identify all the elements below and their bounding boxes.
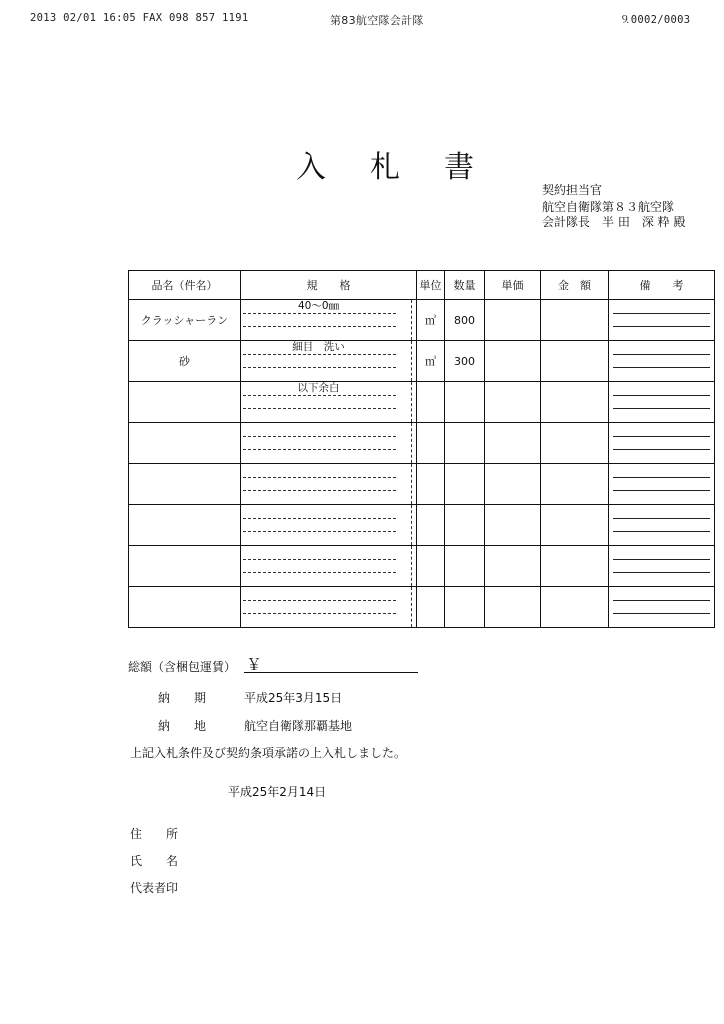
- qty-value: [445, 587, 484, 627]
- total-amount-line: [244, 672, 418, 673]
- table-row: [129, 382, 715, 423]
- qty-value: [445, 505, 484, 545]
- total-label: 総額（含梱包運賃）: [128, 660, 237, 674]
- delivery-place-value: 航空自衛隊那覇基地: [244, 719, 353, 733]
- addressee-line3: 会計隊長 半 田 深 粋 殿: [542, 215, 686, 229]
- qty-cell: [445, 505, 485, 546]
- amount-cell: [541, 341, 609, 382]
- unit-price-cell: [485, 382, 541, 423]
- header-spec: 規 格: [241, 271, 417, 300]
- qty-cell: [445, 464, 485, 505]
- remarks-cell: [609, 341, 715, 382]
- unit-cell: [417, 505, 445, 546]
- fax-header-page: ⒐0002/0003: [620, 14, 691, 26]
- unit-cell: [417, 382, 445, 423]
- unit-value: [417, 423, 444, 463]
- document-title: 入札書: [296, 150, 518, 185]
- amount-cell: [541, 587, 609, 628]
- unit-cell: [417, 423, 445, 464]
- table-row: [129, 464, 715, 505]
- qty-cell: [445, 341, 485, 382]
- remarks-cell: [609, 300, 715, 341]
- item-name: [129, 546, 240, 586]
- spec-cell: [241, 382, 417, 423]
- item-name: [129, 505, 240, 545]
- amount-cell: [541, 505, 609, 546]
- item-cell: [129, 587, 241, 628]
- spec-cell: [241, 341, 417, 382]
- spec-cell: [241, 505, 417, 546]
- unit-value: [417, 464, 444, 504]
- unit-value: ㎥: [425, 314, 436, 327]
- spec-text: 以下余白: [297, 382, 340, 394]
- unit-value: [417, 382, 444, 422]
- remarks-cell: [609, 464, 715, 505]
- unit-value: [417, 546, 444, 586]
- unit-price-cell: [485, 300, 541, 341]
- spec-text: 細目 洗い: [292, 341, 345, 353]
- remarks-cell: [609, 505, 715, 546]
- table-header-row: [129, 271, 715, 300]
- delivery-date-label: 納 期: [158, 691, 207, 705]
- qty-value: 300: [454, 354, 475, 368]
- unit-cell: [417, 341, 445, 382]
- header-amount: 金 額: [541, 271, 609, 300]
- representative-seal-label: 代表者印: [130, 881, 179, 895]
- item-name: [129, 423, 240, 463]
- item-name: [129, 382, 240, 422]
- table-row: [129, 546, 715, 587]
- unit-cell: [417, 464, 445, 505]
- spec-cell: [241, 300, 417, 341]
- amount-cell: [541, 423, 609, 464]
- spec-cell: [241, 587, 417, 628]
- name-label: 氏 名: [130, 854, 179, 868]
- spec-cell: [241, 423, 417, 464]
- qty-cell: [445, 587, 485, 628]
- item-cell: [129, 341, 241, 382]
- unit-price-cell: [485, 505, 541, 546]
- address-label: 住 所: [130, 827, 179, 841]
- spec-text: 40～0㎜: [297, 300, 340, 312]
- header-remarks: 備 考: [609, 271, 715, 300]
- item-cell: [129, 505, 241, 546]
- qty-cell: [445, 546, 485, 587]
- qty-value: [445, 423, 484, 463]
- item-name: [129, 587, 240, 627]
- amount-cell: [541, 546, 609, 587]
- header-item: 品名（件名）: [129, 271, 241, 300]
- spec-cell: [241, 464, 417, 505]
- remarks-cell: [609, 423, 715, 464]
- unit-price-cell: [485, 587, 541, 628]
- item-cell: [129, 464, 241, 505]
- amount-cell: [541, 464, 609, 505]
- header-unit-price: 単価: [485, 271, 541, 300]
- fax-header-sender: 第83航空隊会計隊: [330, 14, 424, 27]
- table-row: [129, 505, 715, 546]
- item-name: クラッシャーラン: [140, 314, 229, 327]
- spec-cell: [241, 546, 417, 587]
- bid-date: 平成25年2月14日: [228, 785, 327, 799]
- qty-cell: [445, 423, 485, 464]
- item-cell: [129, 423, 241, 464]
- total-currency: ￥: [246, 655, 263, 674]
- unit-price-cell: [485, 341, 541, 382]
- table-row: [129, 587, 715, 628]
- qty-cell: [445, 300, 485, 341]
- unit-cell: [417, 546, 445, 587]
- table-row: [129, 423, 715, 464]
- addressee-line2: 航空自衛隊第８３航空隊: [542, 200, 675, 214]
- delivery-date-value: 平成25年3月15日: [244, 691, 343, 705]
- item-cell: [129, 300, 241, 341]
- unit-value: [417, 505, 444, 545]
- unit-cell: [417, 300, 445, 341]
- remarks-cell: [609, 382, 715, 423]
- remarks-cell: [609, 546, 715, 587]
- fax-header-left: 2013 02/01 16:05 FAX 098 857 1191: [30, 12, 249, 24]
- unit-price-cell: [485, 423, 541, 464]
- delivery-place-label: 納 地: [158, 719, 207, 733]
- item-cell: [129, 546, 241, 587]
- unit-cell: [417, 587, 445, 628]
- header-qty: 数量: [445, 271, 485, 300]
- table-row: [129, 300, 715, 341]
- qty-value: 800: [454, 313, 475, 327]
- unit-value: ㎥: [425, 355, 436, 368]
- statement: 上記入札条件及び契約条項承諾の上入札しました。: [130, 746, 407, 760]
- table-row: [129, 341, 715, 382]
- unit-price-cell: [485, 546, 541, 587]
- header-unit: 単位: [417, 271, 445, 300]
- unit-price-cell: [485, 464, 541, 505]
- qty-cell: [445, 382, 485, 423]
- remarks-cell: [609, 587, 715, 628]
- bid-table: [128, 270, 715, 628]
- item-name: 砂: [179, 355, 190, 368]
- qty-value: [445, 464, 484, 504]
- item-name: [129, 464, 240, 504]
- amount-cell: [541, 300, 609, 341]
- qty-value: [445, 546, 484, 586]
- amount-cell: [541, 382, 609, 423]
- qty-value: [445, 382, 484, 422]
- addressee-line1: 契約担当官: [542, 183, 603, 197]
- unit-value: [417, 587, 444, 627]
- item-cell: [129, 382, 241, 423]
